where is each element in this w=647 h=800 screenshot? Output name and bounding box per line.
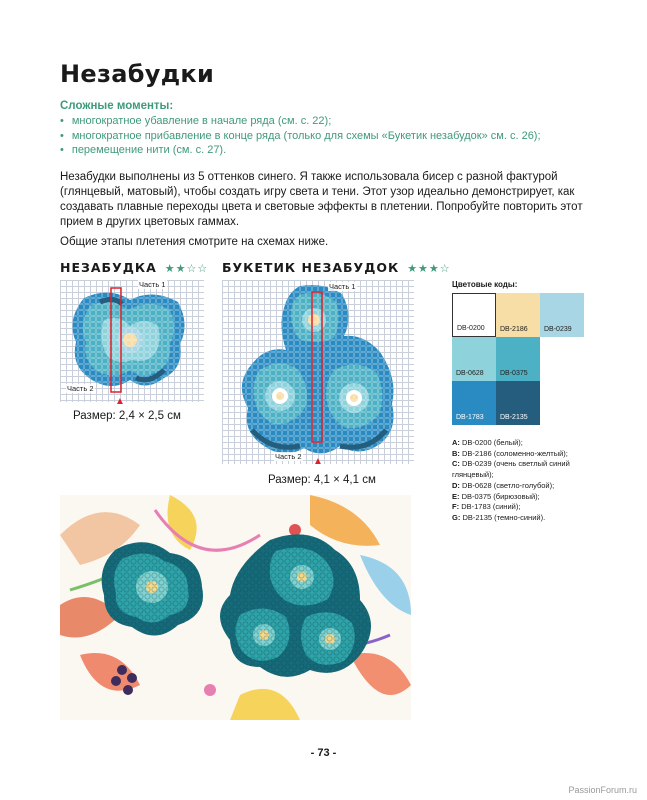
legend-item: E: DB-0375 (бирюзовый); xyxy=(452,491,540,501)
watermark: PassionForum.ru xyxy=(568,785,637,795)
size-label: Размер: 2,4 × 2,5 см xyxy=(73,410,181,422)
color-swatch: DB-2186 xyxy=(496,293,540,337)
part-1-label: Часть 1 xyxy=(139,280,166,289)
color-swatch: DB-0239 xyxy=(540,293,584,337)
legend-item: G: DB-2135 (темно-синий). xyxy=(452,512,546,522)
color-swatch: DB-2135 xyxy=(496,381,540,425)
difficulty-stars-icon: ★★☆☆ xyxy=(164,262,209,275)
color-legend xyxy=(452,438,602,524)
color-codes-heading: Цветовые коды: xyxy=(452,280,518,289)
legend-item: B: DB-2186 (соломенно-желтый); xyxy=(452,448,568,458)
list-item: • многократное убавление в начале ряда (см. с. 22); xyxy=(60,114,541,129)
color-swatch: DB-1783 xyxy=(452,381,496,425)
start-arrow-icon: ▲ xyxy=(313,456,323,467)
beadwork-photo-graphic xyxy=(60,495,411,720)
color-swatch: DB-0375 xyxy=(496,337,540,381)
bouquet-scheme-graphic xyxy=(222,280,414,464)
hard-moments-list xyxy=(60,114,541,158)
part-2-label: Часть 2 xyxy=(275,452,302,461)
scheme-title-text: НЕЗАБУДКА xyxy=(60,260,157,275)
page-number: - 73 - xyxy=(310,747,337,759)
size-label: Размер: 4,1 × 4,1 см xyxy=(268,474,376,486)
bead-scheme-bouquet xyxy=(222,280,414,464)
intro-paragraph: Незабудки выполнены из 5 оттенков синего. Я также использовала бисер с разной фактурой (глянцевый, матовый), чтобы создать игру света и тени. Этот узор идеально демонстрирует, как создавать плавные переходы цвета и световые эффекты в плетении. Попробуйте повторить этот прием в других цветовых гаммах. xyxy=(60,171,583,228)
page-title: Незабудки xyxy=(60,60,215,88)
list-item: • многократное прибавление в конце ряда (только для схемы «Букетик незабудок» см. с. 26); xyxy=(60,129,541,144)
difficulty-stars-icon: ★★★☆ xyxy=(407,262,451,275)
legend-item: F: DB-1783 (синий); xyxy=(452,502,521,512)
color-swatch: DB-0200 xyxy=(452,293,496,337)
legend-item: D: DB-0628 (светло-голубой); xyxy=(452,480,555,490)
part-2-label: Часть 2 xyxy=(67,384,94,393)
scheme-title-forget-me-not xyxy=(60,260,208,275)
list-item: • перемещение нити (см. с. 27). xyxy=(60,143,541,158)
color-swatch: DB-0628 xyxy=(452,337,496,381)
start-arrow-icon: ▲ xyxy=(115,396,125,407)
finished-work-photo xyxy=(60,495,411,720)
bead-scheme-forget-me-not xyxy=(60,280,204,402)
legend-item: C: DB-0239 (очень светлый синий глянцевый); xyxy=(452,459,570,480)
part-1-label: Часть 1 xyxy=(329,282,356,291)
scheme-title-bouquet xyxy=(222,260,451,275)
scheme-title-text: БУКЕТИК НЕЗАБУДОК xyxy=(222,260,400,275)
hard-moments-heading: Сложные моменты: xyxy=(60,100,174,112)
legend-item: A: DB-0200 (белый); xyxy=(452,438,523,447)
stages-note: Общие этапы плетения смотрите на схемах ниже. xyxy=(60,236,329,248)
